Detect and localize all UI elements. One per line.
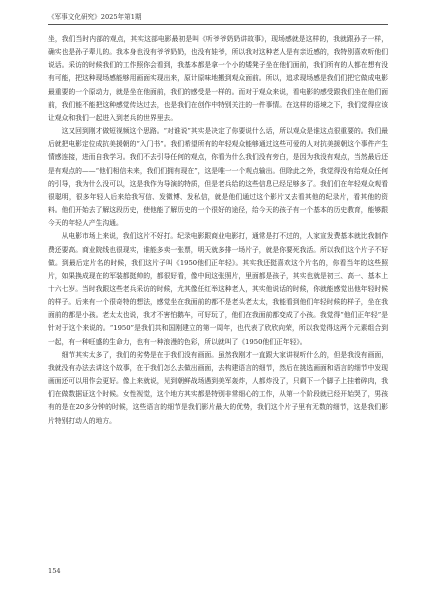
- page-number: 154: [48, 567, 61, 575]
- body-paragraph: 这又回到刚才做短视频这个思路。“对谁说”其实是决定了你要说什么话，所以观众是谁这点很重要的。我们最后就把电影定位成抗美援朝的“入门书”。我们希望所有的年轻观众能够通过这些可爱的人对抗美援朝这个事件产生情感连接，进而自我学习。我们不去引导任何的观点，你看为什么我们没有旁白，是因为我没有观点，当然最后还是有观点的——“他们相信未来，我们们拥有现在”，这是唯一一个观点输出。但除此之外，我觉得没有给观众任何的引导，我为什么没可以，这是我作为导演的特质，但是老兵给的这些信息已经足够多了。我们们在年轻观众观看很聪明，很多年轻人后来给我写信、发微博、发私信，就是他们通过这个影片又去看其他的纪录片，看其他的资料。他们开始去了解这段历史，使他能了解历史的一个很好的途径，给今天的孩子有一个基本的历史教育，能够跟今天的年轻人产生沟通。: [48, 127, 388, 228]
- journal-running-title: 《军事文化研究》2025年第1期: [48, 13, 142, 21]
- running-header: [48, 13, 388, 27]
- header-divider: [48, 24, 388, 25]
- body-paragraph: 坐，我们当时内部的观点，其实这部电影最初是叫《听爷爷奶奶讲故事》，现场感就是这样的，我就跟孙子一样，确实也是孙子辈儿的。我本身也没有爷爷奶奶，也没有娃爷，所以我对这种老人是有亲近感的，我特别喜欢听他们说话。采访的时候我们的工作照你会看到，我基本都是拿一个小的矮凳子坐在他们面前，我们所有的人都在想有没有可能，把这种现场感能够用画面实现出来，原计原味地搬到观众面前。所以，追求现场感是我们们把它做成电影最重要的一个原动力，就是坐在他面前，我们的感受是一样的。而对于观众来说，看电影的感受跟我们坐在他们面前，我们能不能把这种感觉传达过去，也是我们在创作中特别关注的一件事情。在这样的语境之下，我们觉得应该让观众和我们一起进入到老兵的世界里去。: [48, 35, 388, 122]
- article-body: [48, 33, 388, 428]
- body-paragraph: 从电影市场上来说，我们这片不好打。纪录电影跟商业电影打，通常是打不过的，人家宣发费基本就比我制作费还要高。商业院线也很现实，谁能多卖一张票，明天就多排一场片子，就是你要死我活。所以我们这个片子不好做。到最后定片名的时候，我们这片子叫《1950他们正年轻》。其实我还挺喜欢这个片名的，你看当年的这些照片，如果换成现在的军装都挺帅的，都很好看，像中间这张照片，里面都是孩子，其实也就是初三、高一、基本上十六七岁。当时我跟这些老兵采访的时候，尤其像任红举这种老人，其实他说话的时候，你就能感觉出他年轻时候的样子。后来有一个很奇特的想法，感觉坐在我面前的都不是老头老太太，我能看到他们年轻时候的样子，坐在我面前的都是小孩。老太太也说，我才不害怕鹅车，可好玩了，他们在我面前都变成了小孩。我觉得“他们正年轻”是针对于这个来说的。“1950”是我们共和国刚建立的第一周年，也代表了欣欣向荣，所以我觉得这两个元素组合到一起，有一种旺盛的生命力，也有一种浪漫的色彩，所以就叫了《1950他们正年轻》。: [48, 232, 388, 346]
- body-paragraph: 细节其实太多了，我们的劣势是在于我们没有画面。虽然我刚才一直跟大家讲视听什么的，但是我没有画面，我就没有办法去讲这个故事，在于我们怎么去做出画面，去构建语言的细节，然后在挑选画面和语言的细节中发现画面还可以用作会更好。像上来就说，见到朝鲜战场遇到美军轰炸，人都炸没了，只剩下一个脚子上挂着碎肉，我们在做数据证这个时候。女性视觉，这个地方其实都是特别非常细心的工作，从第一个阶段就已经开始哭了，男孩有的是在20多分钟的时候，这些语言的细节是我们影片最大的优势，我们这个片子里有无数的细节，这是我们影片特别打动人的地方。: [48, 350, 388, 425]
